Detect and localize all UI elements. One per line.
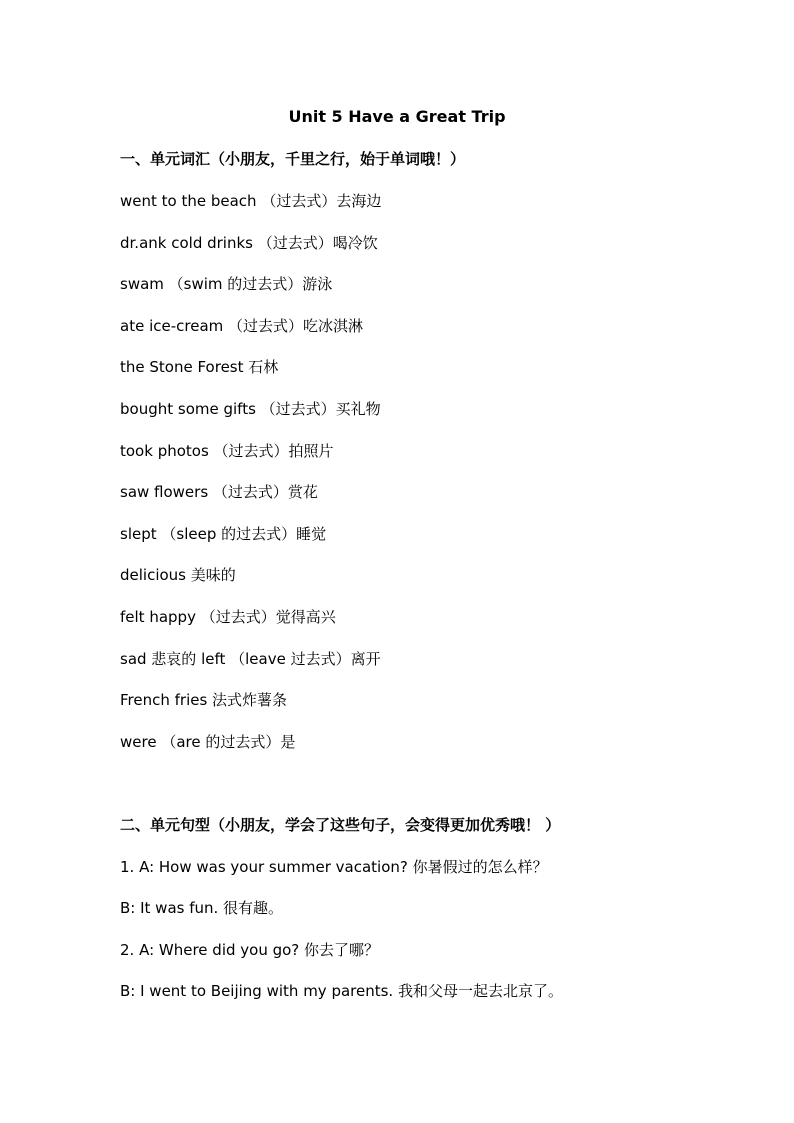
- vocab-item: ate ice-cream （过去式）吃冰淇淋: [120, 317, 364, 335]
- vocab-item: slept （sleep 的过去式）睡觉: [120, 525, 327, 543]
- sentence-item: B: I went to Beijing with my parents. 我和父母一起去北京了。: [120, 982, 563, 1000]
- vocab-item: sad 悲哀的 left （leave 过去式）离开: [120, 650, 381, 668]
- vocab-item: swam （swim 的过去式）游泳: [120, 275, 333, 293]
- vocab-item: delicious 美味的: [120, 566, 236, 584]
- vocab-item: felt happy （过去式）觉得高兴: [120, 608, 336, 626]
- vocab-item: were （are 的过去式）是: [120, 733, 296, 751]
- section-heading-sentences: 二、单元句型（小朋友，学会了这些句子，会变得更加优秀哦！ ）: [120, 816, 561, 834]
- vocab-item: took photos （过去式）拍照片: [120, 442, 334, 460]
- vocab-item: bought some gifts （过去式）买礼物: [120, 400, 381, 418]
- vocab-item: dr.ank cold drinks （过去式）喝冷饮: [120, 234, 378, 252]
- document-title: Unit 5 Have a Great Trip: [288, 107, 506, 126]
- sentence-item: B: It was fun. 很有趣。: [120, 899, 284, 917]
- vocab-item: saw flowers （过去式）赏花: [120, 483, 318, 501]
- vocab-item: the Stone Forest 石林: [120, 358, 279, 376]
- sentence-item: 2. A: Where did you go? 你去了哪？: [120, 941, 380, 959]
- section-heading-vocabulary: 一、单元词汇（小朋友，千里之行，始于单词哦！）: [120, 150, 466, 168]
- vocab-item: French fries 法式炸薯条: [120, 691, 288, 709]
- sentence-item: 1. A: How was your summer vacation? 你暑假过的怎么样？: [120, 858, 548, 876]
- vocab-item: went to the beach （过去式）去海边: [120, 192, 382, 210]
